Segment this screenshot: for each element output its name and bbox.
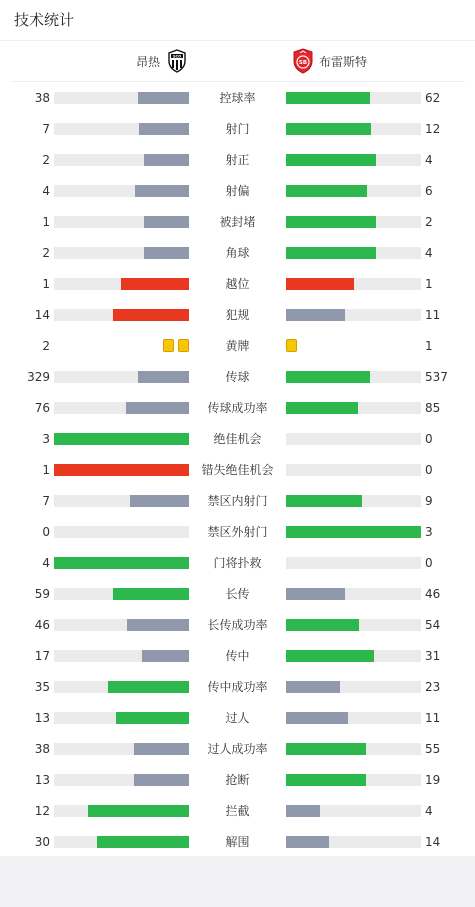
away-stat-value: 19 <box>425 773 441 787</box>
away-stat-bar-track <box>286 123 421 135</box>
away-stat-bar <box>286 712 348 724</box>
home-stat-value: 7 <box>42 122 50 136</box>
away-stat-bar-track <box>286 526 421 538</box>
stat-label: 传球成功率 <box>207 401 268 415</box>
away-stat-bar-track <box>286 216 421 228</box>
home-stat-value: 329 <box>27 370 50 384</box>
home-stat-value: 38 <box>34 742 50 756</box>
away-stat-bar <box>286 619 359 631</box>
home-stat-value: 14 <box>34 308 50 322</box>
away-stat-bar <box>286 185 367 197</box>
away-stat-bar <box>286 526 421 538</box>
home-stat-value: 1 <box>42 463 50 477</box>
home-stat-value: 59 <box>34 587 50 601</box>
home-stat-bar <box>108 681 189 693</box>
stat-row <box>0 795 475 826</box>
away-stat-value: 23 <box>425 680 441 694</box>
stat-row <box>0 206 475 237</box>
away-stat-bar-track <box>286 805 421 817</box>
yellow-card-icon <box>163 339 174 352</box>
stat-label: 越位 <box>225 277 250 291</box>
home-stat-bar-track <box>54 123 189 135</box>
home-stat-bar-track <box>54 309 189 321</box>
stade-brestois-crest-icon <box>292 48 314 74</box>
home-stat-bar <box>113 588 189 600</box>
away-stat-bar <box>286 588 345 600</box>
home-stat-value: 38 <box>34 91 50 105</box>
stat-label: 射偏 <box>225 184 250 198</box>
stat-row <box>0 609 475 640</box>
home-stat-bar-track <box>54 681 189 693</box>
away-stat-value: 3 <box>425 525 433 539</box>
stat-row <box>0 826 475 857</box>
stat-label: 过人成功率 <box>207 742 268 756</box>
away-stat-value: 1 <box>425 339 433 353</box>
away-stat-value: 1 <box>425 277 433 291</box>
home-stat-bar <box>116 712 189 724</box>
home-stat-bar <box>54 433 189 445</box>
away-stat-bar-track <box>286 278 421 290</box>
stat-row <box>0 454 475 485</box>
stat-label: 射正 <box>225 153 250 167</box>
stat-row <box>0 485 475 516</box>
away-stat-bar <box>286 247 376 259</box>
home-stat-bar <box>144 216 189 228</box>
stat-label: 错失绝佳机会 <box>201 463 274 477</box>
away-stat-value: 4 <box>425 804 433 818</box>
away-stat-bar-track <box>286 743 421 755</box>
stat-row <box>0 299 475 330</box>
away-stat-bar-track <box>286 464 421 476</box>
stat-row <box>0 640 475 671</box>
away-stat-bar <box>286 154 376 166</box>
away-stat-bar <box>286 836 329 848</box>
home-stat-bar-track <box>54 92 189 104</box>
away-stat-bar <box>286 681 340 693</box>
stat-label: 长传成功率 <box>207 618 268 632</box>
home-stat-value: 17 <box>34 649 50 663</box>
teams-header <box>10 41 465 82</box>
home-stat-value: 7 <box>42 494 50 508</box>
stat-label: 传中成功率 <box>207 680 268 694</box>
home-stat-bar-track <box>54 743 189 755</box>
away-stat-value: 11 <box>425 711 441 725</box>
stat-label: 黄牌 <box>225 339 250 353</box>
away-stat-value: 14 <box>425 835 441 849</box>
stat-row <box>0 764 475 795</box>
home-stat-bar-track <box>54 278 189 290</box>
away-stat-bar-track <box>286 154 421 166</box>
home-stat-bar <box>142 650 189 662</box>
away-stat-value: 55 <box>425 742 441 756</box>
angers-sco-crest-icon <box>166 48 188 74</box>
yellow-card-icon <box>286 339 297 352</box>
home-stat-bar <box>97 836 189 848</box>
home-stat-value: 2 <box>42 246 50 260</box>
home-stat-bar <box>139 123 189 135</box>
away-stat-value: 54 <box>425 618 441 632</box>
away-stat-value: 85 <box>425 401 441 415</box>
away-stat-bar-track <box>286 712 421 724</box>
home-stat-value: 12 <box>34 804 50 818</box>
stat-row <box>0 175 475 206</box>
stat-label: 禁区内射门 <box>207 494 268 508</box>
home-yellow-cards <box>163 339 189 353</box>
home-stat-bar <box>144 154 189 166</box>
away-stat-value: 0 <box>425 432 433 446</box>
away-stat-bar <box>286 495 362 507</box>
home-stat-value: 4 <box>42 556 50 570</box>
home-stat-bar-track <box>54 154 189 166</box>
stat-label: 犯规 <box>225 308 250 322</box>
home-stat-bar <box>126 402 189 414</box>
away-yellow-cards <box>286 339 297 353</box>
stat-row <box>0 423 475 454</box>
stat-row <box>0 702 475 733</box>
home-stat-value: 0 <box>42 525 50 539</box>
away-stat-bar-track <box>286 650 421 662</box>
home-stat-bar-track <box>54 464 189 476</box>
away-stat-bar-track <box>286 92 421 104</box>
away-stat-value: 9 <box>425 494 433 508</box>
home-stat-value: 1 <box>42 215 50 229</box>
stat-row <box>0 361 475 392</box>
away-stat-bar <box>286 309 345 321</box>
away-stat-bar-track <box>286 371 421 383</box>
home-stat-bar-track <box>54 371 189 383</box>
stat-label: 过人 <box>225 711 250 725</box>
away-stat-bar-track <box>286 495 421 507</box>
away-stat-bar <box>286 216 376 228</box>
stat-row <box>0 578 475 609</box>
away-stat-bar <box>286 774 366 786</box>
away-stat-value: 6 <box>425 184 433 198</box>
away-team-name: 布雷斯特 <box>319 54 368 69</box>
stat-row <box>0 82 475 113</box>
home-stat-bar <box>138 371 189 383</box>
home-stat-bar <box>135 185 189 197</box>
away-stat-bar-track <box>286 402 421 414</box>
away-stat-value: 4 <box>425 246 433 260</box>
home-stat-bar <box>54 464 189 476</box>
away-stat-bar-track <box>286 309 421 321</box>
home-stat-bar-track <box>54 805 189 817</box>
away-stat-value: 12 <box>425 122 441 136</box>
stat-label: 门将扑救 <box>213 556 262 570</box>
home-stat-value: 30 <box>34 835 50 849</box>
home-stat-bar <box>130 495 189 507</box>
stat-label: 控球率 <box>219 91 256 105</box>
away-stat-value: 62 <box>425 91 441 105</box>
home-stat-bar <box>54 557 189 569</box>
svg-text:SCO: SCO <box>172 54 182 59</box>
away-stat-value: 0 <box>425 463 433 477</box>
stat-row <box>0 671 475 702</box>
home-stat-bar-track <box>54 247 189 259</box>
home-stat-value: 4 <box>42 184 50 198</box>
home-stat-value: 76 <box>34 401 50 415</box>
home-stat-value: 2 <box>42 339 50 353</box>
away-stat-value: 31 <box>425 649 441 663</box>
home-stat-bar-track <box>54 557 189 569</box>
home-team-name: 昂热 <box>135 54 160 69</box>
stat-row <box>0 237 475 268</box>
home-stat-value: 46 <box>34 618 50 632</box>
away-stat-bar-track <box>286 185 421 197</box>
away-stat-bar-track <box>286 681 421 693</box>
away-stat-bar-track <box>286 588 421 600</box>
home-stat-bar-track <box>54 216 189 228</box>
svg-text:SB: SB <box>298 60 308 67</box>
home-stat-bar <box>134 774 189 786</box>
away-stat-bar <box>286 278 354 290</box>
away-stat-bar-track <box>286 433 421 445</box>
away-stat-bar <box>286 92 370 104</box>
stat-label: 绝佳机会 <box>213 432 262 446</box>
stat-label: 射门 <box>225 122 250 136</box>
stat-row <box>0 392 475 423</box>
home-stat-bar <box>144 247 189 259</box>
home-stat-value: 3 <box>42 432 50 446</box>
away-stat-value: 0 <box>425 556 433 570</box>
home-stat-bar-track <box>54 526 189 538</box>
home-stat-bar-track <box>54 712 189 724</box>
stat-label: 角球 <box>225 246 250 260</box>
home-stat-value: 1 <box>42 277 50 291</box>
stat-label: 被封堵 <box>219 215 256 229</box>
home-stat-value: 13 <box>34 773 50 787</box>
stat-label: 抢断 <box>225 773 250 787</box>
away-stat-bar <box>286 650 374 662</box>
away-stat-bar-track <box>286 774 421 786</box>
stat-label: 长传 <box>225 587 250 601</box>
stat-label: 传球 <box>225 370 250 384</box>
home-stat-bar <box>127 619 189 631</box>
stat-row <box>0 516 475 547</box>
home-stat-bar <box>138 92 189 104</box>
home-stat-bar-track <box>54 185 189 197</box>
panel-title: 技术统计 <box>0 0 475 41</box>
home-stat-bar <box>113 309 189 321</box>
away-stat-value: 2 <box>425 215 433 229</box>
home-stat-value: 35 <box>34 680 50 694</box>
home-stat-bar-track <box>54 836 189 848</box>
stat-label: 拦截 <box>225 804 250 818</box>
stat-row <box>0 330 475 361</box>
away-stat-bar-track <box>286 557 421 569</box>
home-stat-bar-track <box>54 650 189 662</box>
away-team[interactable] <box>292 48 367 74</box>
away-stat-bar <box>286 743 366 755</box>
away-stat-bar <box>286 805 320 817</box>
home-stat-bar <box>121 278 189 290</box>
home-stat-bar-track <box>54 433 189 445</box>
home-stat-bar-track <box>54 588 189 600</box>
stat-label: 解围 <box>225 835 250 849</box>
stat-row <box>0 268 475 299</box>
stat-row <box>0 733 475 764</box>
stat-label: 禁区外射门 <box>207 525 268 539</box>
home-stat-bar <box>88 805 189 817</box>
yellow-card-icon <box>178 339 189 352</box>
home-stat-bar-track <box>54 774 189 786</box>
away-stat-value: 46 <box>425 587 441 601</box>
home-stat-value: 2 <box>42 153 50 167</box>
stat-label: 传中 <box>225 649 250 663</box>
away-stat-value: 4 <box>425 153 433 167</box>
away-stat-bar-track <box>286 247 421 259</box>
home-stat-bar-track <box>54 619 189 631</box>
home-stat-value: 13 <box>34 711 50 725</box>
away-stat-bar-track <box>286 836 421 848</box>
home-stat-bar-track <box>54 402 189 414</box>
stats-list <box>0 82 475 857</box>
away-stat-bar <box>286 123 371 135</box>
away-stat-bar <box>286 402 358 414</box>
away-stat-value: 11 <box>425 308 441 322</box>
away-stat-value: 537 <box>425 370 448 384</box>
stat-row <box>0 113 475 144</box>
away-stat-bar <box>286 371 370 383</box>
home-team[interactable] <box>136 48 188 74</box>
stat-row <box>0 547 475 578</box>
stat-row <box>0 144 475 175</box>
home-stat-bar <box>134 743 189 755</box>
away-stat-bar-track <box>286 619 421 631</box>
home-stat-bar-track <box>54 495 189 507</box>
